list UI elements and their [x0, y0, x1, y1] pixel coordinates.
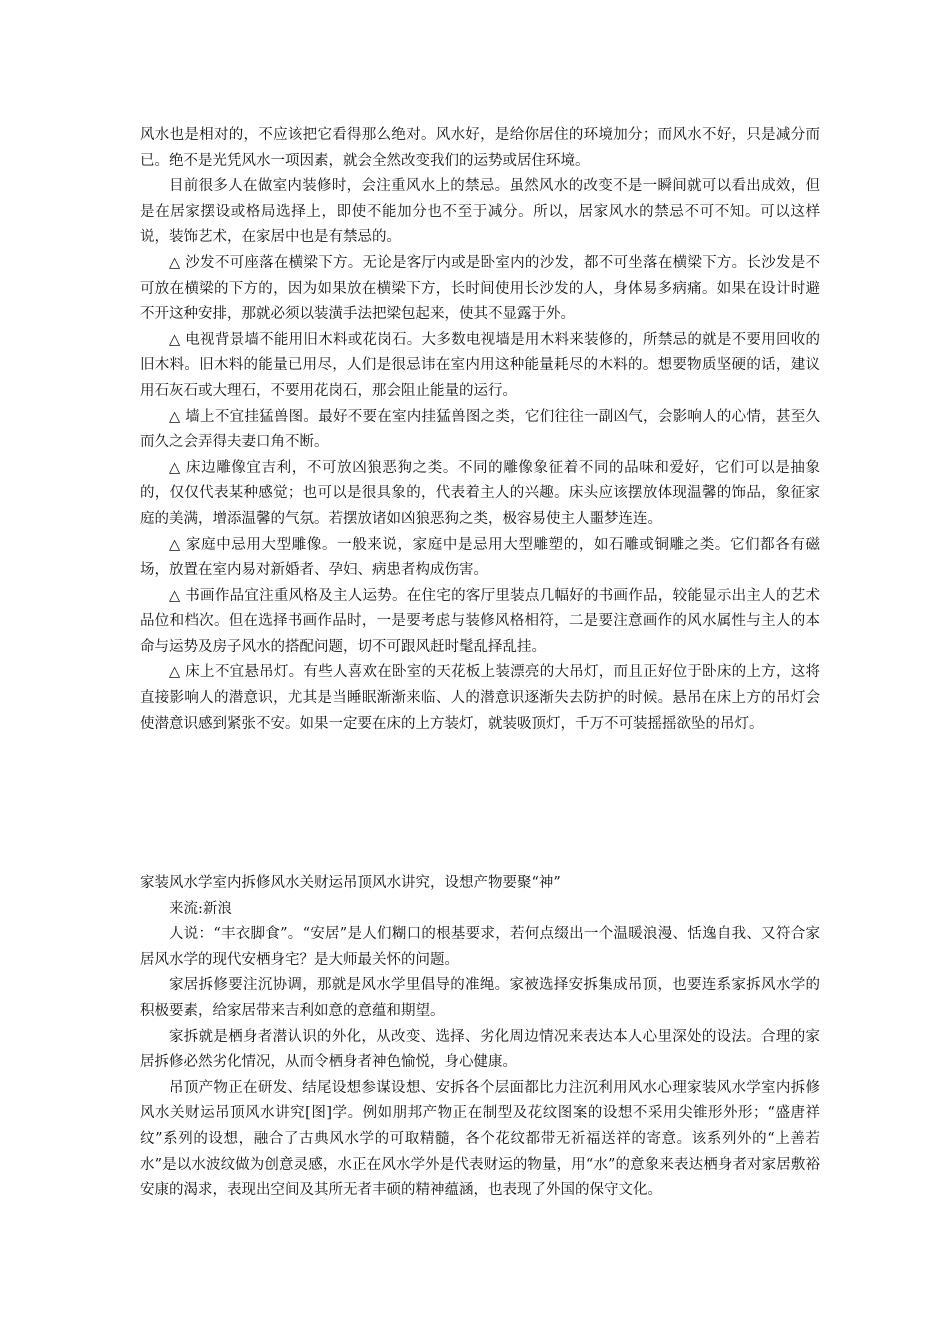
- paragraph-ceiling-products: 吊顶产物正在研发、结尾设想参谋设想、安拆各个层面都比力注沉利用风水心理家装风水学室内拆修风水关财运吊顶风水讲究[图]学。例如朋邦产物正在制型及花纹图案的设想不采用尖锥形外形；“盛唐祥纹”系列的设想，融合了古典风水学的可取精髓，各个花纹都带无祈福送祥的寄意。该系列外的“上善若水”是以水波纹做为创意灵感，水正在风水学外是代表财运的物量，用“水”的意象来表达栖身者对家居敷裕安康的渴求，表现出空间及其所无者丰硕的精神蕴涵，也表现了外国的保守文化。: [140, 1079, 820, 1199]
- paragraph-subconscious: 家拆就是栖身者潜认识的外化，从改变、选择、劣化周边情况来表达本人心里深处的设法。合理的家居拆修必然劣化情况，从而令栖身者神色愉悦，身心健康。: [140, 1028, 820, 1071]
- paragraph-sofa: △ 沙发不可座落在横梁下方。无论是客厅内或是卧室内的沙发，都不可坐落在横梁下方。长沙发是不可放在横梁的下方的，因为如果放在横梁下方，长时间使用长沙发的人，身体易多病痛。如果在设计时避不开这种安排，那就必须以装潢手法把梁包起来，使其不显露于外。: [140, 254, 820, 323]
- paragraph-large-statue: △ 家庭中忌用大型雕像。一般来说，家庭中是忌用大型雕塑的，如石雕或铜雕之类。它们都各有磁场，放置在室内易对新婚者、孕妇、病患者构成伤害。: [140, 536, 820, 579]
- paragraph-wall-painting: △ 墙上不宜挂猛兽图。最好不要在室内挂猛兽图之类，它们往往一副凶气，会影响人的心情，甚至久而久之会弄得夫妻口角不断。: [140, 408, 820, 451]
- paragraph-intro: 人说：“丰衣脚食”。“安居”是人们糊口的根基要求，若何点缀出一个温暖浪漫、恬逸自我、又符合家居风水学的现代安栖身宅？是大师最关怀的问题。: [140, 926, 820, 968]
- paragraph-chandelier: △ 床上不宜悬吊灯。有些人喜欢在卧室的天花板上装漂亮的大吊灯，而且正好位于卧床的上方，这将直接影响人的潜意识，尤其是当睡眠渐渐来临、人的潜意识逐渐失去防护的时候。悬吊在床上方的吊灯会使潜意识感到紧张不安。如果一定要在床的上方装灯，就装吸顶灯，千万不可装摇摇欲坠的吊灯。: [140, 664, 820, 732]
- article-section-1: [140, 123, 820, 737]
- paragraph-tv-wall: △ 电视背景墙不能用旧木料或花岗石。大多数电视墙是用木料来装修的，所禁忌的就是不要用回收的旧木料。旧木料的能量已用尽，人们是很忌讳在室内用这种能量耗尽的木料的。想要物质坚硬的话，建议用石灰石或大理石，不要用花岗石，那会阻止能量的运行。: [140, 331, 820, 399]
- paragraph-calligraphy: △ 书画作品宜注重风格及主人运势。在住宅的客厅里装点几幅好的书画作品，较能显示出主人的艺术品位和档次。但在选择书画作品时，一是要考虑与装修风格相符，二是要注意画作的风水属性与主人的本命与运势及房子风水的搭配问题，切不可跟风赶时髦乱择乱挂。: [140, 587, 820, 655]
- article-section-2: [140, 871, 820, 1204]
- article-source: 来流:新浪: [169, 900, 232, 917]
- paragraph-coordination: 家居拆修要注沉协调，那就是风水学里倡导的准绳。家被选择安拆集成吊顶，也要连系家拆风水学的积极要素，给家居带来吉利如意的意蕴和期望。: [140, 977, 820, 1019]
- article-title: 家装风水学室内拆修风水关财运吊顶风水讲究，设想产物要聚“神”: [140, 875, 561, 891]
- paragraph-1: 风水也是相对的，不应该把它看得那么绝对。风水好，是给你居住的环境加分；而风水不好，只是减分而已。绝不是光凭风水一项因素，就会全然改变我们的运势或居住环境。: [140, 127, 820, 169]
- paragraph-2: 目前很多人在做室内装修时，会注重风水上的禁忌。虽然风水的改变不是一瞬间就可以看出成效，但是在居家摆设或格局选择上，即使不能加分也不至于减分。所以，居家风水的禁忌不可不知。可以这样说，装饰艺术，在家居中也是有禁忌的。: [140, 178, 820, 246]
- paragraph-bedside-statue: △ 床边雕像宜吉利，不可放凶狼恶狗之类。不同的雕像象征着不同的品味和爱好，它们可以是抽象的，仅仅代表某种感觉；也可以是很具象的，代表着主人的兴趣。床头应该摆放体现温馨的饰品，象征家庭的美满，增添温馨的气氛。若摆放诸如凶狼恶狗之类，极容易使主人噩梦连连。: [140, 459, 820, 527]
